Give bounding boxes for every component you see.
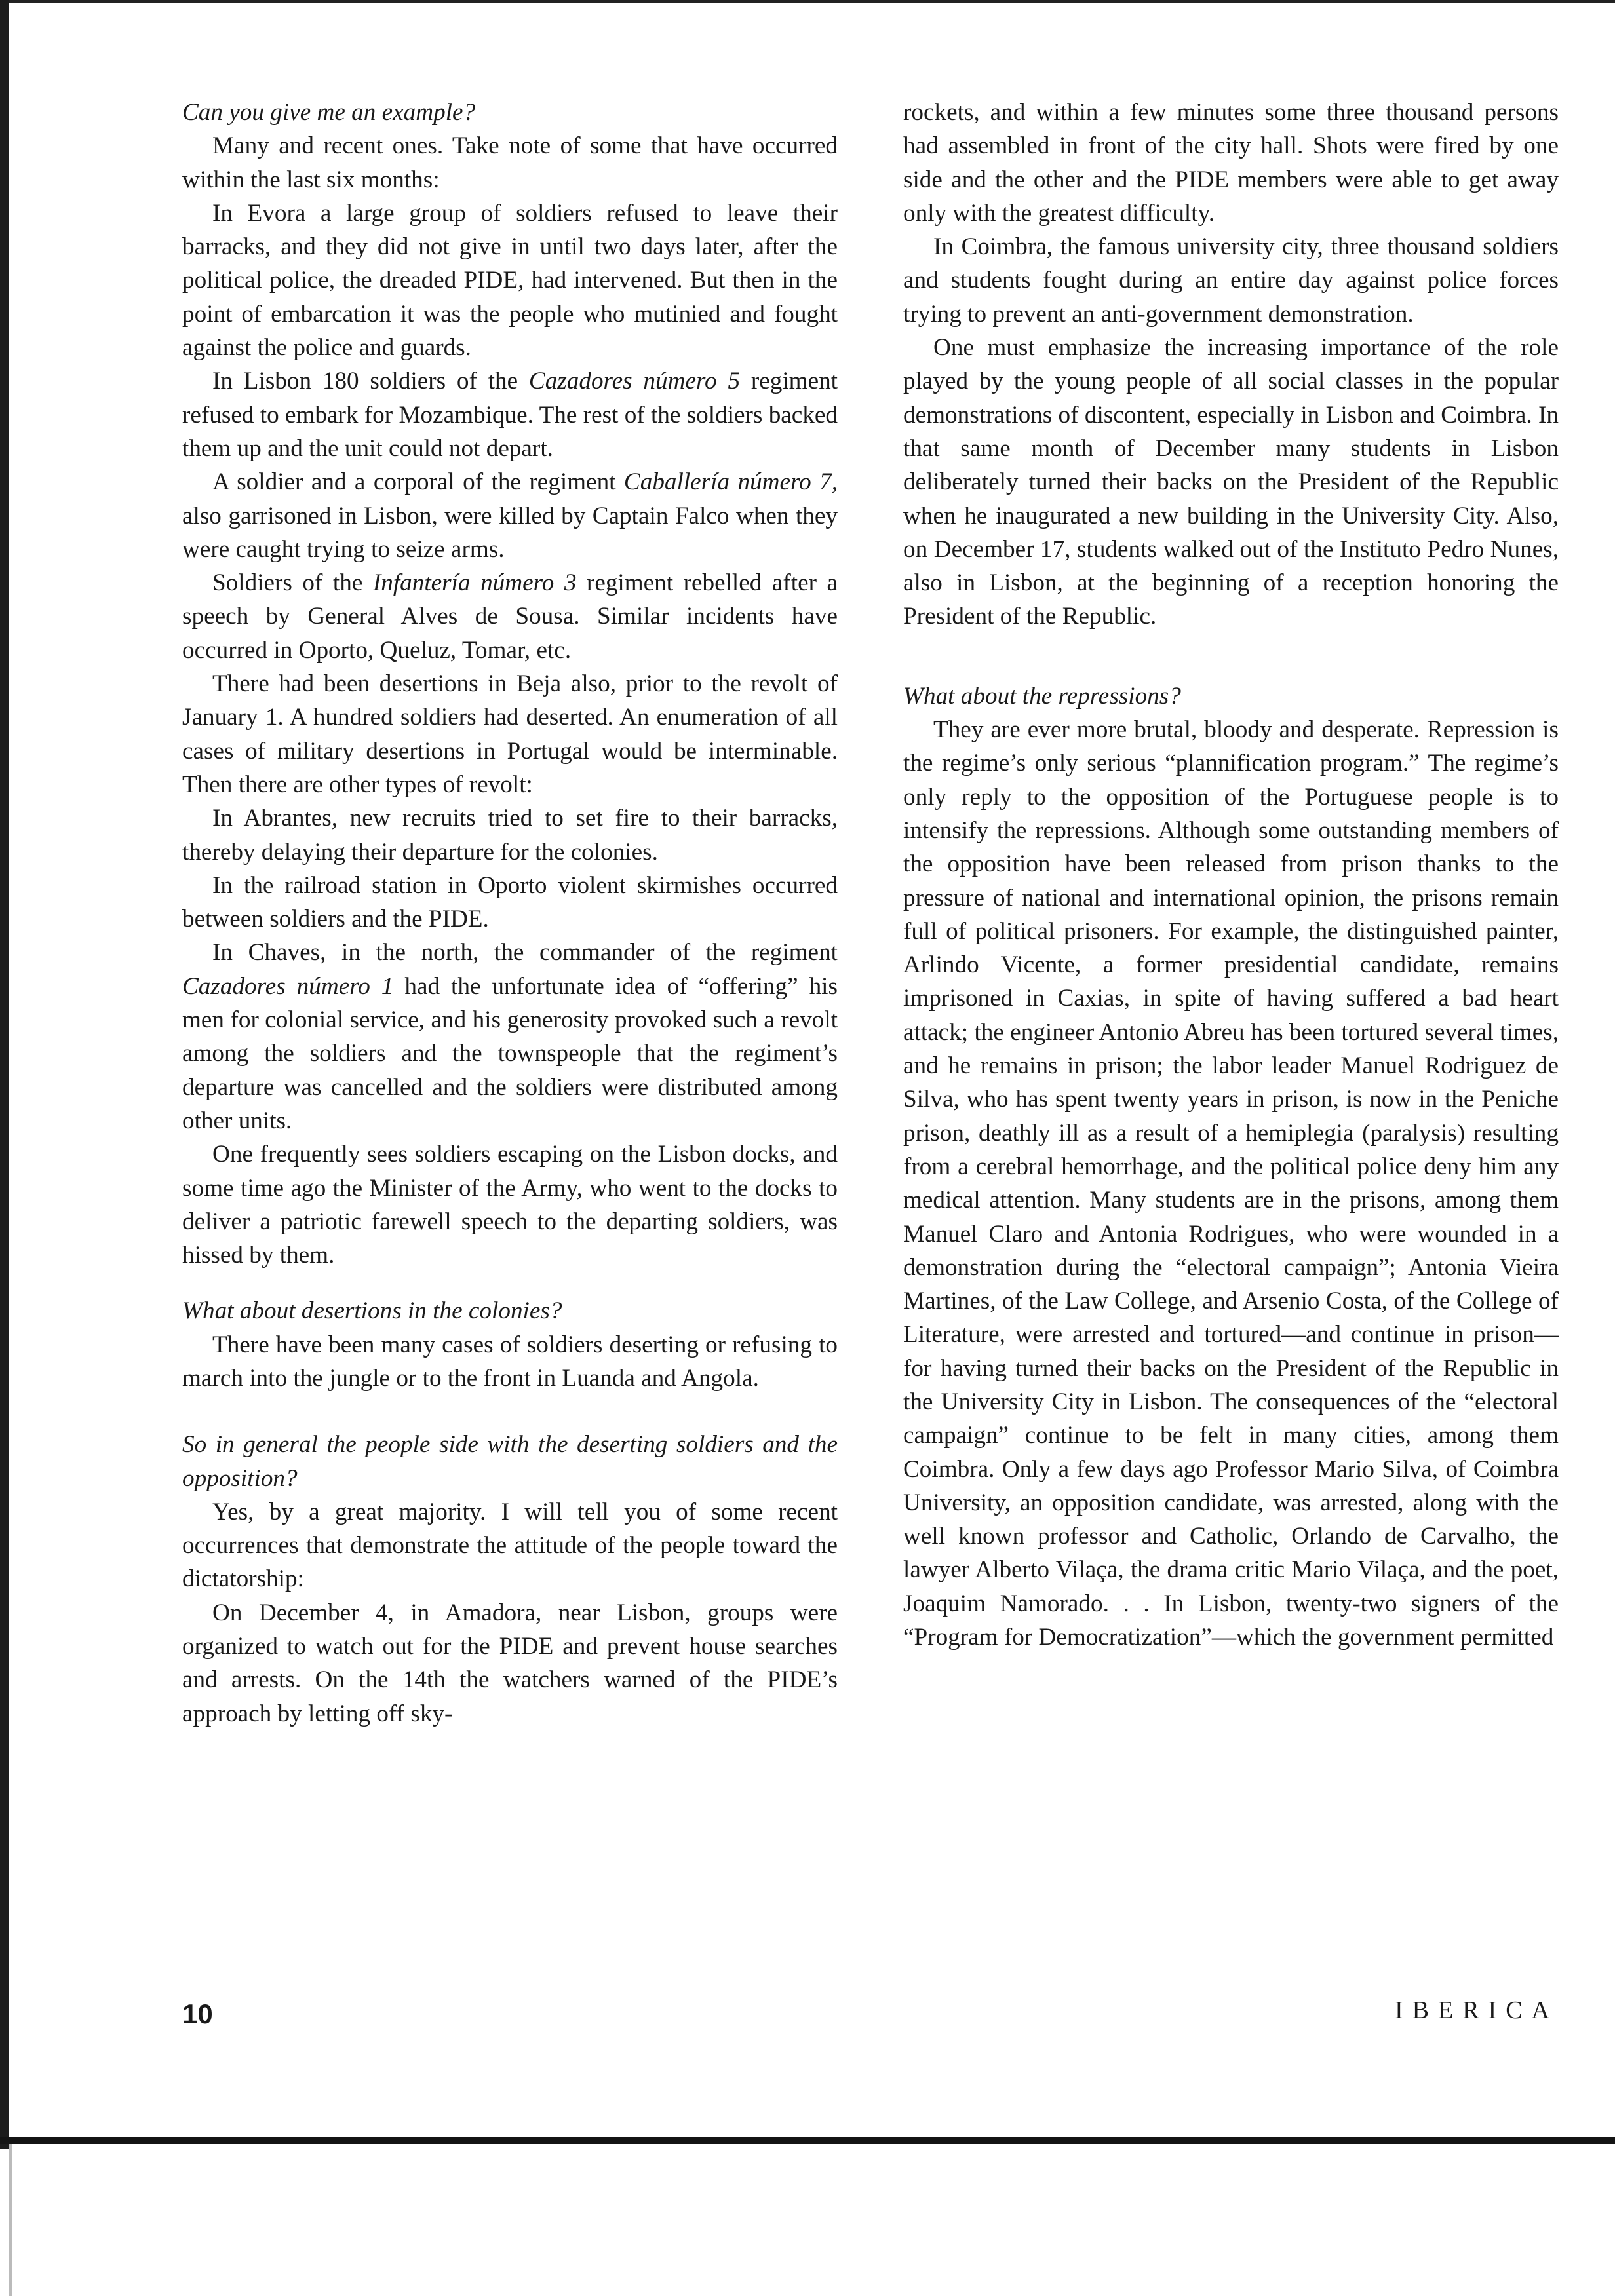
regiment-name: Cazadores número 1: [182, 972, 394, 1000]
text-run: Soldiers of the: [212, 569, 373, 597]
scan-border-bottom: [0, 2137, 1615, 2144]
regiment-name: Infantería número 3: [372, 569, 577, 597]
running-title: IBERICA: [1395, 1997, 1559, 2024]
text-run: regiment refused to embark for Mozambique. The rest of the soldiers backed them up and the unit could not depart.: [182, 368, 838, 462]
paragraph: They are ever more brutal, bloody and desperate. Repression is the regime’s only serious “plannification program.” The regime’s only reply to the opposition of the Portuguese people is to intensify the repressions. Although some outstanding members of the opposition have been released from prison thanks to the pressure of national and international opinion, the prisons remain full of political prisoners. For example, the distinguished painter, Arlindo Vicente, a former presidential candidate, remains imprisoned in Caxias, in spite of having suffered a bad heart attack; the engineer Antonio Abreu has been tortured several times, and he remains in prison; the labor leader Manuel Rodriguez de Silva, who has spent twenty years in prison, is now in the Peniche prison, deathly ill as a result of a hemiplegia (paralysis) resulting from a cerebral hemorrhage, and the political police deny him any medical attention. Many students are in the prisons, among them Manuel Claro and Antonia Rodrigues, who were wounded in a demonstration during the “electoral campaign”; Antonia Vieira Martines, of the Law College, and Arsenio Costa, of the College of Literature, were arrested and tortured—and continue in prison—for having turned their backs on the President of the Republic in the University City in Lisbon. The consequences of the “electoral campaign” continue to be felt in many cities, among them Coimbra. Only a few days ago Professor Mario Silva, of Coimbra University, an opposition candidate, was arrested, along with the well known professor and Catholic, Orlando de Carvalho, the lawyer Alberto Vilaça, the drama critic Mario Vilaça, and the poet, Joaquim Namorado. . . In Lisbon, twenty-two signers of the “Program for Democratization”—which the government permitted: [903, 716, 1559, 1651]
question-heading: What about desertions in the colonies?: [182, 1297, 562, 1325]
regiment-name: Caballería número 7,: [623, 469, 838, 496]
question-heading: What about the repressions?: [903, 682, 1181, 710]
paragraph: There had been desertions in Beja also, prior to the revolt of January 1. A hundred soldiers had deserted. An enumeration of all cases of military desertions in Portugal would be interminable. Then there are other types of revolt:: [182, 670, 838, 798]
text-run: In Lisbon 180 soldiers of the: [212, 368, 529, 395]
paragraph: In Evora a large group of soldiers refused to leave their barracks, and they did not give in until two days later, after the political police, the dreaded PIDE, had intervened. But then in the point of embarcation it was the people who mutinied and fought against the police and guards.: [182, 199, 838, 362]
left-column: [182, 96, 838, 1731]
paragraph: In the railroad station in Oporto violent skirmishes occurred between soldiers and the PIDE.: [182, 871, 838, 933]
paragraph: On December 4, in Amadora, near Lisbon, groups were organized to watch out for the PIDE and prevent house searches and arrests. On the 14th the watchers warned of the PIDE’s approach by letting off sky-: [182, 1599, 838, 1727]
paragraph: [182, 465, 838, 566]
text-run: In Chaves, in the north, the commander of the regiment: [212, 939, 838, 966]
paragraph: rockets, and within a few minutes some three thousand persons had assembled in front of the city hall. Shots were fired by one side and the other and the PIDE members were able to get away only with the greatest difficulty.: [903, 99, 1559, 227]
question-heading: So in general the people side with the deserting soldiers and the opposition?: [182, 1431, 838, 1492]
paragraph: Many and recent ones. Take note of some that have occurred within the last six months:: [182, 132, 838, 193]
paragraph: One must emphasize the increasing importance of the role played by the young people of all social classes in the popular demonstrations of discontent, especially in Lisbon and Coimbra. In that same month of December many students in Lisbon deliberately turned their backs on the President of the Republic when he inaugurated a new building in the University City. Also, on December 17, students walked out of the Instituto Pedro Nunes, also in Lisbon, at the beginning of a reception honoring the President of the Republic.: [903, 334, 1559, 630]
text-run: A soldier and a corporal of the regiment: [212, 469, 624, 496]
page-number: 10: [182, 1999, 213, 2029]
regiment-name: Cazadores número 5: [528, 368, 741, 395]
paragraph: [182, 364, 838, 465]
scan-border-top: [0, 0, 1615, 3]
scan-border-left: [0, 0, 9, 2149]
text-run: had the unfortunate idea of “offering” his men for colonial service, and his generosity provoked such a revolt among the soldiers and the townspeople that the regiment’s departure was cancelled and the soldiers were distributed among other units.: [182, 972, 838, 1134]
paragraph: In Abrantes, new recruits tried to set fire to their barracks, thereby delaying their departure for the colonies.: [182, 805, 838, 866]
paragraph: In Coimbra, the famous university city, three thousand soldiers and students fought during an entire day against police forces trying to prevent an anti-government demonstration.: [903, 233, 1559, 328]
question-heading: Can you give me an example?: [182, 99, 476, 126]
paragraph: One frequently sees soldiers escaping on the Lisbon docks, and some time ago the Minister of the Army, who went to the docks to deliver a patriotic farewell speech to the departing soldiers, was hissed by them.: [182, 1141, 838, 1269]
scan-edge-shadow: [9, 2144, 12, 2296]
paragraph: Yes, by a great majority. I will tell you of some recent occurrences that demonstrate the attitude of the people toward the dictatorship:: [182, 1498, 838, 1593]
text-run: regiment rebelled after a speech by General Alves de Sousa. Similar incidents have occurred in Oporto, Queluz, Tomar, etc.: [182, 569, 838, 664]
paragraph: There have been many cases of soldiers deserting or refusing to march into the jungle or to the front in Luanda and Angola.: [182, 1331, 838, 1392]
paragraph: [182, 566, 838, 667]
paragraph: [182, 936, 838, 1138]
text-run: also garrisoned in Lisbon, were killed by Captain Falco when they were caught trying to seize arms.: [182, 502, 838, 563]
right-column: [903, 96, 1559, 1654]
